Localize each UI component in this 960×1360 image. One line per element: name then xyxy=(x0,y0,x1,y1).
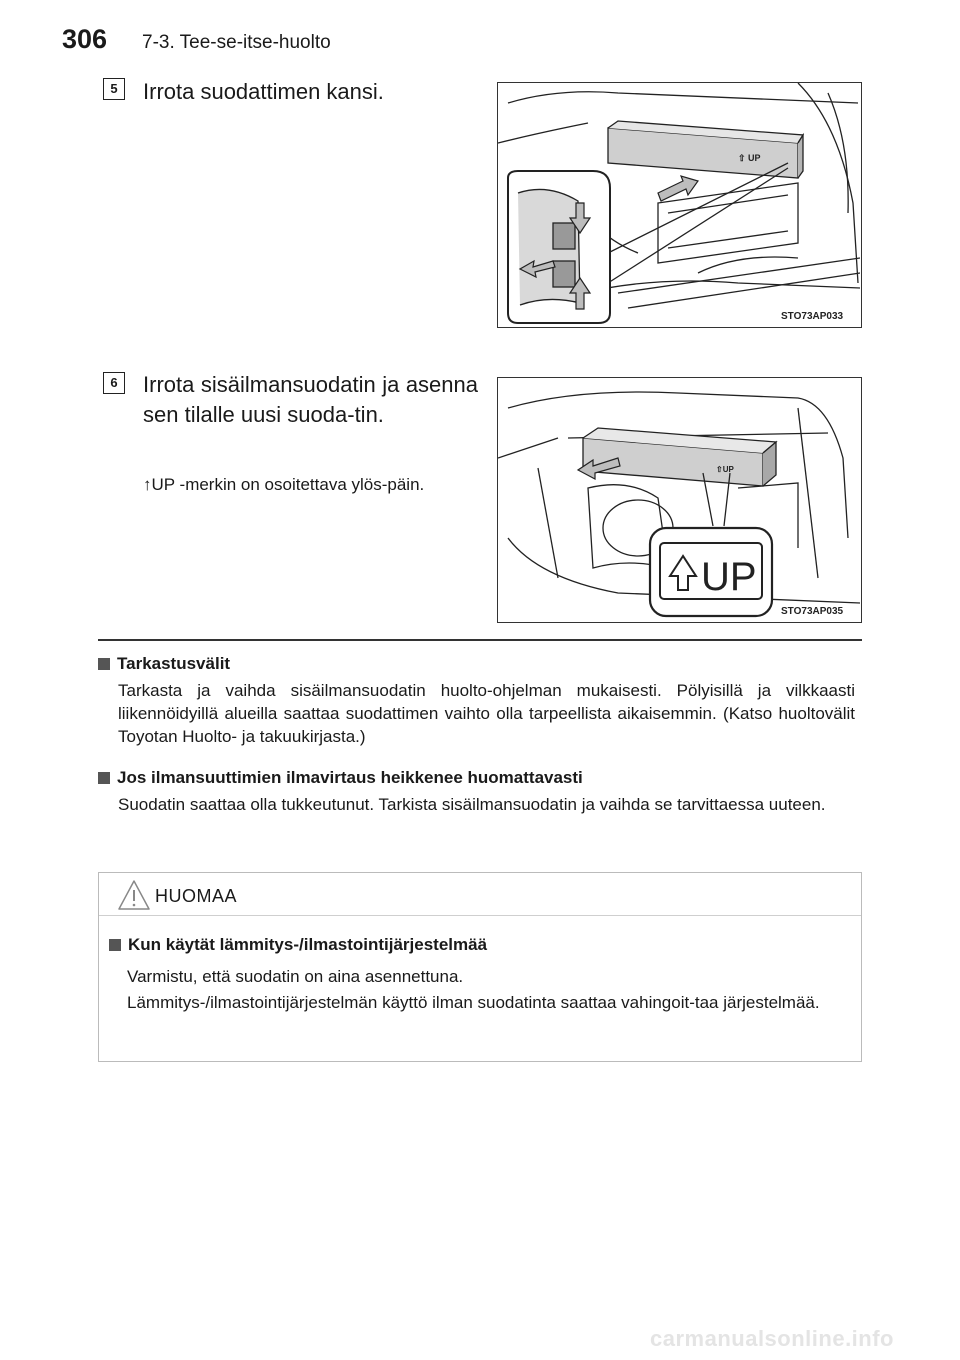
cabin-filter-illustration xyxy=(497,377,862,623)
notice-line: Lämmitys-/ilmastointijärjestelmän käyttö ilman suodatinta saattaa vahingoit-taa järjestelmää. xyxy=(127,993,820,1012)
svg-text:⇧UP: ⇧UP xyxy=(716,465,734,474)
page-number: 306 xyxy=(62,24,108,54)
info-section xyxy=(98,654,860,748)
figure-code: STO73AP035 xyxy=(781,606,844,617)
section-divider xyxy=(98,639,862,641)
notice-title: HUOMAA xyxy=(155,885,238,906)
square-bullet-icon xyxy=(109,939,121,951)
notice-box xyxy=(98,872,862,1062)
section-heading: Tarkastusvälit xyxy=(117,654,231,673)
info-section xyxy=(98,768,860,816)
filter-cover-drawing xyxy=(498,83,860,326)
notice-heading: Kun käytät lämmitys-/ilmastointijärjestelmää xyxy=(128,935,488,954)
section-body: Tarkasta ja vaihda sisäilmansuodatin huolto-ohjelman mukaisesti. Pölyisillä ja vilkkaasti liikennöidyillä alueilla saattaa suodattimen vaihto olla tarpeellista aikaisemmin. (Katso huoltovälit Toyotan Huolto- ja takuukirjasta.) xyxy=(118,681,855,746)
notice-line: Varmistu, että suodatin on aina asennettuna. xyxy=(127,967,464,986)
step-number-badge: 6 xyxy=(103,372,125,394)
section-body: Suodatin saattaa olla tukkeutunut. Tarkista sisäilmansuodatin ja vaihda se tarvittaessa uuteen. xyxy=(118,795,826,814)
step-number-badge: 5 xyxy=(103,78,125,100)
orientation-note-text: UP -merkin on osoitettava ylös-päin. xyxy=(151,475,425,494)
watermark: carmanualsonline.info xyxy=(650,1326,894,1351)
step-instruction: Irrota sisäilmansuodatin ja asenna sen tilalle uusi suoda-tin. xyxy=(143,372,478,427)
section-heading: Jos ilmansuuttimien ilmavirtaus heikkenee huomattavasti xyxy=(117,768,583,787)
square-bullet-icon xyxy=(98,658,110,670)
svg-text:⇧ UP: ⇧ UP xyxy=(738,153,761,163)
figure-code: STO73AP033 xyxy=(781,311,844,322)
notice-header xyxy=(117,879,237,911)
up-marking-label: UP xyxy=(701,555,757,599)
notice-header-divider xyxy=(99,915,861,916)
warning-triangle-icon xyxy=(117,879,151,911)
cabin-filter-drawing xyxy=(498,378,860,621)
up-arrow-icon: ↑ xyxy=(143,475,152,494)
section-title: 7-3. Tee-se-itse-huolto xyxy=(142,32,331,53)
step-instruction: Irrota suodattimen kansi. xyxy=(143,79,384,104)
filter-cover-illustration xyxy=(497,82,862,328)
orientation-note xyxy=(143,474,478,496)
square-bullet-icon xyxy=(98,772,110,784)
